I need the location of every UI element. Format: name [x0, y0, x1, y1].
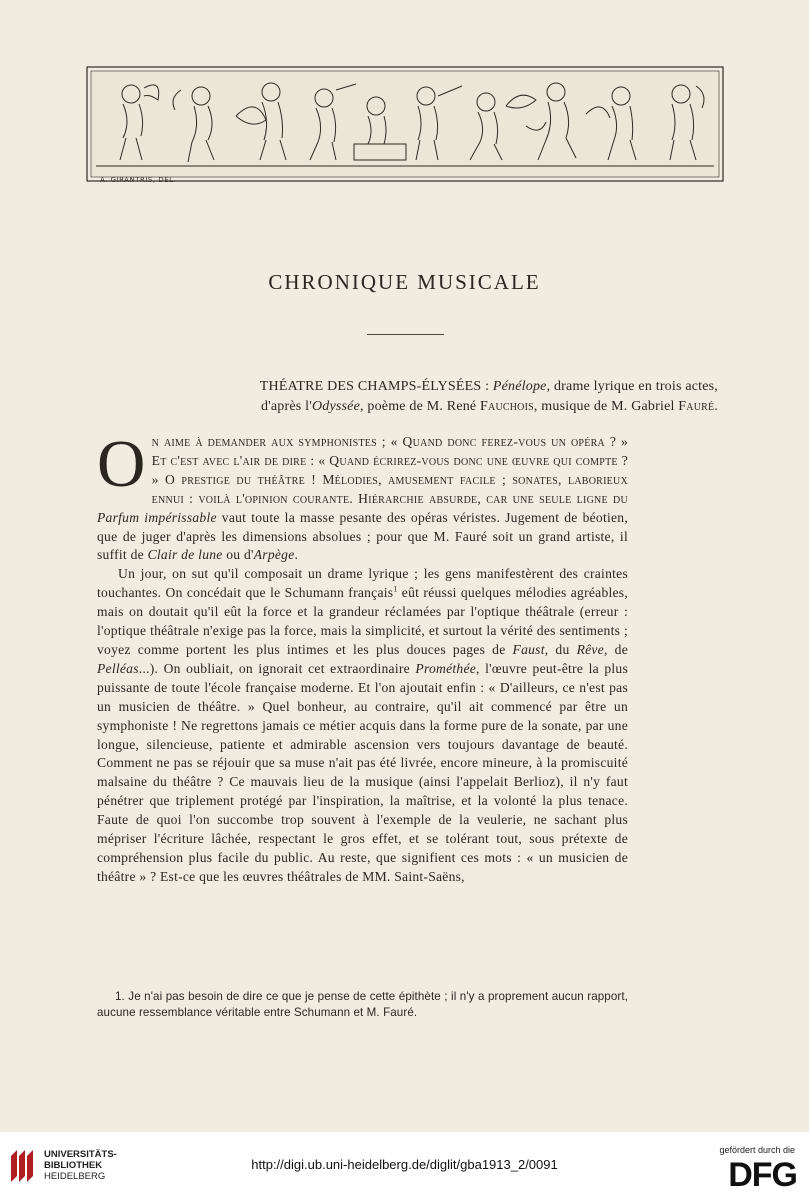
- p2-promethee: Prométhée: [415, 660, 477, 676]
- funding-label: gefördert durch die: [719, 1145, 795, 1155]
- p2-text-a: Un jour, on sut qu'il composait un drame lyrique ; les gens manifestèrent des craintes touchantes. On concédait que le Schumann français: [97, 566, 628, 601]
- page-title: CHRONIQUE MUSICALE: [268, 270, 541, 294]
- permalink-url[interactable]: http://digi.ub.uni-heidelberg.de/diglit/gba1913_2/0091: [251, 1157, 558, 1172]
- footnote: [97, 989, 628, 1021]
- subtitle-venue: THÉATRE DES CHAMPS-ÉLYSÉES :: [259, 379, 493, 394]
- drop-cap: O: [97, 427, 146, 501]
- p1-parfum: Parfum impérissable: [97, 509, 217, 525]
- p2-text-d: , de: [603, 641, 628, 657]
- subtitle-author: Fauchois: [480, 399, 534, 414]
- paragraph-1: [97, 427, 628, 565]
- paragraph-2: [97, 565, 628, 886]
- p2-text-b: eût réussi quelques mélodies agréables, mais on doutait qu'il eût la force et la grandeur réclamées par l'optique théâtrale (erreur : l'optique théâtrale n'exige pas la force, mais la simplicité, et surtout la vérité des sentiments ; voyez comme portent les plus intimes et les plus douces pages de: [97, 585, 628, 657]
- cherubs-illustration: [86, 66, 724, 182]
- p1-text-b: vaut toute la masse pesante des opéras véristes. Jugement de béotien, que de juger d'après les dimensions absolues ; pour que M. Fauré soit un grand artiste, il suffit de: [97, 509, 628, 563]
- subtitle-composer: Fauré: [678, 399, 715, 414]
- subtitle-odyssey: Odyssée: [311, 399, 360, 414]
- illustrator-signature: A. GIRANTRIS, DEL.: [100, 176, 177, 184]
- viewer-footer: [0, 1132, 809, 1198]
- subtitle-music: , musique de M. Gabriel: [533, 399, 679, 414]
- library-line2: BIBLIOTHEK: [44, 1160, 103, 1171]
- library-line1: UNIVERSITÄTS-: [44, 1149, 117, 1160]
- subtitle-end: .: [714, 399, 718, 414]
- footnote-ref: 1: [393, 584, 398, 594]
- p2-pelleas: Pelléas: [97, 660, 139, 676]
- library-line3: HEIDELBERG: [44, 1171, 106, 1182]
- p2-text-f: , l'œuvre peut-être la plus puissante de toute l'école française moderne. Et l'on ajoutait enfin : « D'ailleurs, ce n'est pas un musicien de théâtre. » Quel bonheur, au contraire, qu'il ait commencé par être un symphoniste ! Ne regrettons jamais ce métier acquis dans la forme pure de la sonate, par une longue, silencieuse, patiente et admirable ascension vers toujours davantage de beauté. Comment ne pas se réjouir que sa muse n'ait pas été livrée, encore mineure, à la promiscuité malsaine du théâtre ? Ce mauvais lieu de la musique (ainsi l'appelait Berlioz), il n'y faut pénétrer que triplement protégé par l'inspiration, la maîtrise, et la volonté la plus tenace. Faute de quoi l'on succombe trop souvent à l'exemple de la veulerie, ne sachant plus mépriser l'écriture lâchée, respectant le gros effet, et se tolérant tout, sous prétexte de compréhension plus facile du public. Au reste, que signifient ces mots : « un musicien de théâtre » ? Est-ce que les œuvres théâtrales de MM. Saint-Saëns,: [97, 660, 629, 884]
- subtitle-line2: [90, 397, 718, 417]
- p2-text-c: , du: [544, 641, 577, 657]
- subtitle-work: Pénélope: [492, 379, 547, 394]
- article-subtitle: [90, 377, 718, 417]
- p2-text-e: ...). On oubliait, on ignorait cet extraordinaire: [138, 660, 416, 676]
- p1-text-a: n aime à demander aux symphonistes ; « Quand donc ferez-vous un opéra ? » Et c'est avec l'air de dire : « Quand écrirez-vous donc une œuvre qui compte ? » O prestige du théâtre ! Mélodies, amusement facile ; sonates, laborieux ennui : voilà l'opinion courante. Hiérarchie absurde, car une seule ligne du: [151, 434, 628, 506]
- dfg-logo: DFG: [728, 1156, 797, 1194]
- subtitle-after: d'après l': [260, 399, 312, 414]
- p2-faust: Faust: [512, 641, 545, 657]
- subtitle-genre: , drame lyrique en trois actes,: [546, 379, 718, 394]
- p1-text-c: ou d': [222, 547, 254, 563]
- footnote-text: 1. Je n'ai pas besoin de dire ce que je pense de cette épithète ; il n'y a proprement aucun rapport, aucune ressemblance véritable entre Schumann et M. Fauré.: [97, 990, 628, 1019]
- decorative-frieze: [86, 66, 724, 182]
- p1-text-d: .: [294, 547, 299, 563]
- article-body: [97, 427, 629, 887]
- title-divider: [367, 334, 444, 335]
- subtitle-poem: , poème de M. René: [360, 399, 481, 414]
- p1-clair: Clair de lune: [147, 547, 223, 563]
- p2-reve: Rêve: [576, 641, 604, 657]
- p1-arpege: Arpège: [253, 547, 295, 563]
